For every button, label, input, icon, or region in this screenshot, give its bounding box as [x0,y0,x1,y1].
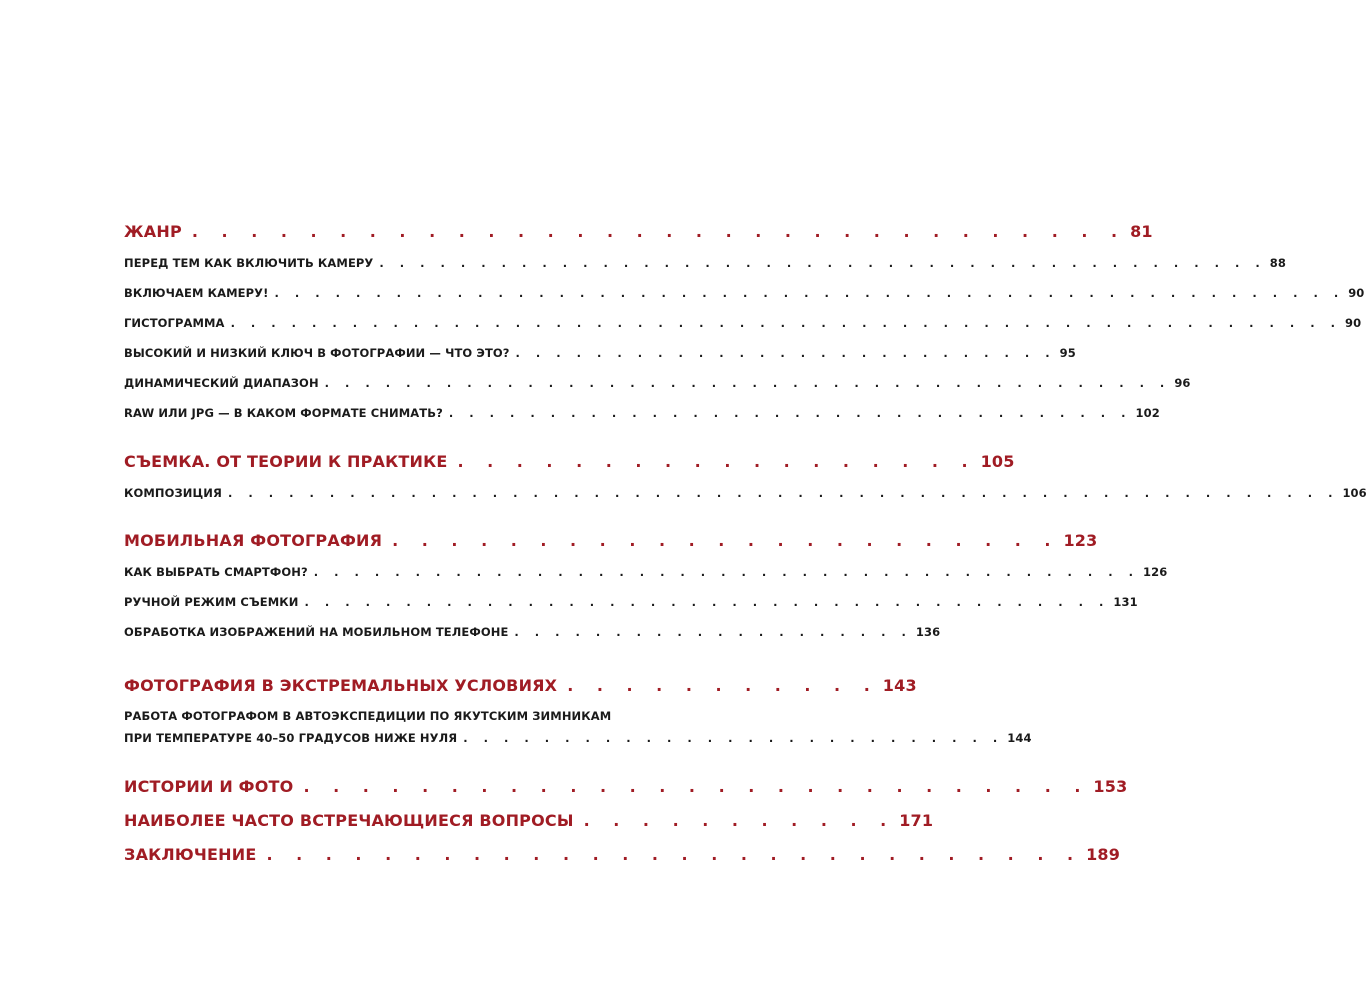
toc-entry-label: ЗАКЛЮЧЕНИЕ [124,845,257,864]
toc-leader-dots: . . . . . . . . . . . . . . . . . . . . [514,625,912,639]
toc-leader-dots: . . . . . . . . . . . . . . . . . . . . . . . . . . . [463,731,1004,745]
toc-entry-mobile[interactable] [124,531,1098,550]
toc-entry[interactable] [124,316,1362,330]
toc-entry[interactable] [124,486,1367,500]
toc-page-number: 144 [1007,731,1032,745]
toc-page-number: 90 [1348,286,1365,300]
toc-entry-stories[interactable] [124,777,1128,796]
toc-page-number: 143 [882,676,917,695]
toc-entry-label: ПЕРЕД ТЕМ КАК ВКЛЮЧИТЬ КАМЕРУ [124,256,374,270]
toc-entry[interactable] [124,731,1032,745]
toc-page-number: 105 [980,452,1015,471]
toc-page-number: 153 [1093,777,1128,796]
toc-page-number: 123 [1063,531,1098,550]
toc-leader-dots: . . . . . . . . . . . . . . . . . . . . . . . . . . . [515,346,1056,360]
toc-page-number: 171 [899,811,934,830]
toc-page-number: 102 [1135,406,1160,420]
toc-entry-label: КАК ВЫБРАТЬ СМАРТФОН? [124,565,308,579]
toc-entry-label: РУЧНОЙ РЕЖИМ СЪЕМКИ [124,595,299,609]
toc-entry-genre[interactable] [124,222,1153,241]
toc-entry-label: ФОТОГРАФИЯ В ЭКСТРЕМАЛЬНЫХ УСЛОВИЯХ [124,676,558,695]
toc-page-number: 131 [1113,595,1138,609]
toc-entry-label: ПРИ ТЕМПЕРАТУРЕ 40–50 ГРАДУСОВ НИЖЕ НУЛЯ [124,731,458,745]
toc-leader-dots: . . . . . . . . . . . [567,676,879,695]
toc-entry-label: НАИБОЛЕЕ ЧАСТО ВСТРЕЧАЮЩИЕСЯ ВОПРОСЫ [124,811,574,830]
toc-entry-label: ДИНАМИЧЕСКИЙ ДИАПАЗОН [124,376,319,390]
toc-page-number: 88 [1269,256,1287,270]
toc-leader-dots: . . . . . . . . . . . . . . . . . . . . . . . . . . . . . . . . . . . . . . . . . . . . . . . . . . . . . . . [227,486,1339,500]
toc-leader-dots: . . . . . . . . . . . . . . . . . . . . . . . . . . . . . . . . . . . . . . . . . . [324,376,1171,390]
toc-leader-dots: . . . . . . . . . . . . . . . . . . . . . . . [392,531,1060,550]
toc-entry-label: ВЫСОКИЙ И НИЗКИЙ КЛЮЧ В ФОТОГРАФИИ — ЧТО ЭТО? [124,346,510,360]
toc-entry[interactable] [124,256,1287,270]
toc-leader-dots: . . . . . . . . . . . . . . . . . . . . . . . . . . . . [266,845,1083,864]
toc-leader-dots: . . . . . . . . . . . . . . . . . . . . . . . . . . . . . . . . . . . . . . . . . . . . . . . . . . . . . [274,286,1345,300]
toc-entry[interactable] [124,595,1138,609]
toc-entry-shooting[interactable] [124,452,1015,471]
toc-entry-label: ВКЛЮЧАЕМ КАМЕРУ! [124,286,269,300]
toc-leader-dots: . . . . . . . . . . . [583,811,896,830]
toc-page-number: 81 [1130,222,1153,241]
toc-leader-dots: . . . . . . . . . . . . . . . . . . . . . . . . . . . . . . . . . . [448,406,1132,420]
toc-entry[interactable] [124,625,941,639]
toc-page-number: 126 [1143,565,1168,579]
toc-leader-dots: . . . . . . . . . . . . . . . . . . . . . . . . . . . [303,777,1090,796]
toc-leader-dots: . . . . . . . . . . . . . . . . . . . . . . . . . . . . . . . . . . . . . . . . . . . . . . . . . . . . . . . [230,316,1342,330]
toc-leader-dots: . . . . . . . . . . . . . . . . . . . . . . . . . . . . . . . . . . . . . . . . . . . . [379,256,1266,270]
toc-entry[interactable] [124,376,1191,390]
toc-entry-faq[interactable] [124,811,934,830]
toc-entry-label: ЖАНР [124,222,182,241]
toc-entry-label: МОБИЛЬНАЯ ФОТОГРАФИЯ [124,531,383,550]
toc-entry[interactable] [124,286,1365,300]
toc-entry-label: ГИСТОГРАММА [124,316,225,330]
toc-leader-dots: . . . . . . . . . . . . . . . . . . . . . . . . . . . . . . . . [191,222,1127,241]
toc-entry[interactable] [124,346,1076,360]
toc-page-number: 95 [1059,346,1076,360]
toc-entry-label: ОБРАБОТКА ИЗОБРАЖЕНИЙ НА МОБИЛЬНОМ ТЕЛЕФОНЕ [124,625,509,639]
toc-page-number: 189 [1086,845,1121,864]
toc-entry[interactable] [124,565,1168,579]
toc-entry-conclusion[interactable] [124,845,1121,864]
toc-leader-dots: . . . . . . . . . . . . . . . . . . . . . . . . . . . . . . . . . . . . . . . . [304,595,1110,609]
toc-entry-label: КОМПОЗИЦИЯ [124,486,222,500]
toc-entry-extreme[interactable] [124,676,917,695]
toc-leader-dots: . . . . . . . . . . . . . . . . . . . . . . . . . . . . . . . . . . . . . . . . . [313,565,1139,579]
toc-entry-label: ИСТОРИИ И ФОТО [124,777,294,796]
toc-leader-dots: . . . . . . . . . . . . . . . . . . [457,452,977,471]
toc-page-number: 90 [1345,316,1362,330]
toc-entry[interactable] [124,406,1160,420]
toc-entry-label: RAW ИЛИ JPG — В КАКОМ ФОРМАТЕ СНИМАТЬ? [124,406,443,420]
toc-entry-label: СЪЕМКА. ОТ ТЕОРИИ К ПРАКТИКЕ [124,452,448,471]
toc-page-number: 136 [915,625,941,639]
toc-page-number: 106 [1342,486,1367,500]
toc-page-number: 96 [1174,376,1191,390]
toc-entry-label-line1: РАБОТА ФОТОГРАФОМ В АВТОЭКСПЕДИЦИИ ПО ЯКУТСКИМ ЗИМНИКАМ [124,709,612,723]
